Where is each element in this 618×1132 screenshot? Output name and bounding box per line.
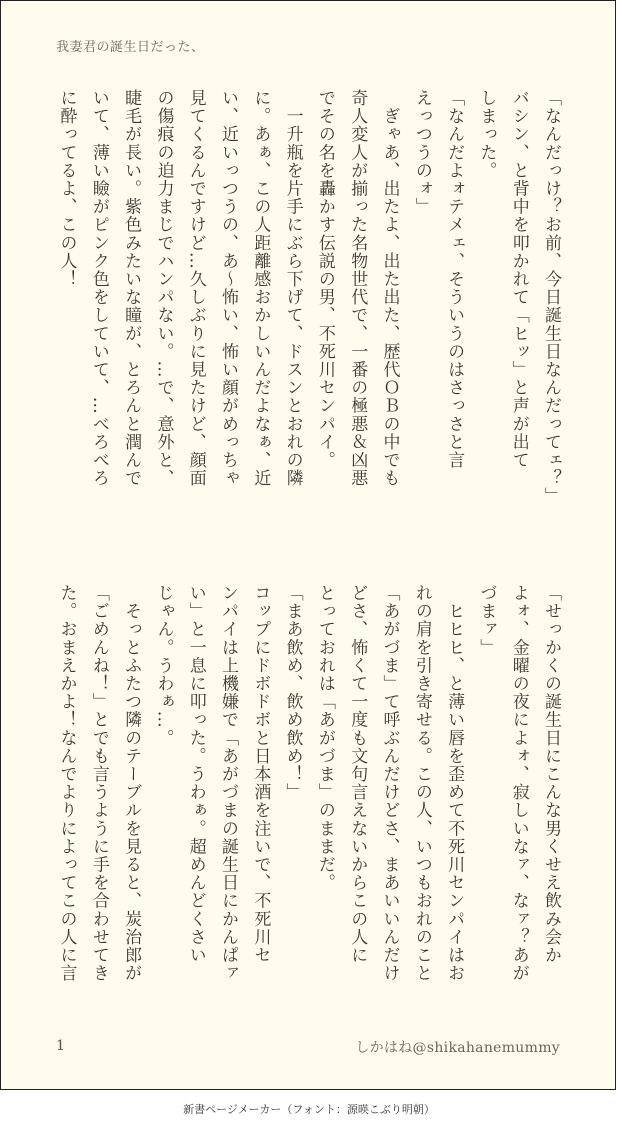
text-line: た。おまえかよ！なんでよりによってこの人に言 — [56, 584, 77, 983]
text-line: しまった。 — [476, 89, 497, 180]
text-line: 「せっかくの誕生日にこんな男くせえ飲み会か — [541, 584, 561, 965]
text-line: に酔ってるよ、この人！ — [56, 89, 77, 289]
text-line: 「なんだっけ？お前、今日誕生日なんだってェ？」 — [541, 89, 561, 506]
text-line: 「ごめんね！」とでも言うように手を合わせてき — [88, 584, 109, 983]
text-line: 「まあ飲め、飲め飲め！」 — [282, 584, 303, 802]
text-line: い」と一息に叩った。うわぁ。超めんどくさい — [185, 584, 206, 965]
generator-credit: 新書ページメーカー（フォント：源暎こぶり明朝） — [183, 1103, 435, 1116]
text-line: えっつうのォ」 — [411, 89, 432, 216]
text-line: ヒヒヒ、と薄い唇を歪めて不死川センパイはお — [444, 584, 465, 983]
text-line: そっとふたつ隣のテーブルを見ると、炭治郎が — [121, 584, 142, 983]
text-line: とっておれは「あがづま」のままだ。 — [314, 584, 335, 892]
text-line: 睫毛が長い。紫色みたいな瞳が、とろんと潤んで — [121, 89, 142, 488]
text-line: ンパイは上機嫌で「あがづまの誕生日にかんぱァ — [218, 584, 239, 983]
text-line: ぎゃあ、出たよ、出た出た、歴代ＯＢの中でも — [379, 89, 400, 488]
text-line: じゃん。うわぁ…。 — [153, 584, 174, 747]
text-line: でその名を轟かす伝説の男、不死川センパイ。 — [314, 89, 335, 470]
text-line: に。あぁ、この人距離感おかしいんだよなぁ、近 — [250, 89, 271, 488]
text-line: の傷痕の迫力まじでハンパない。…で、意外と、 — [153, 89, 174, 488]
text-line: いて、薄い瞼がピンク色をしていて、…べろべろ — [88, 89, 109, 488]
text-line: 「あがづま」て呼ぶんだけどさ、まあいいんだけ — [379, 584, 400, 983]
body-text-upper — [55, 89, 567, 529]
text-line: どさ、怖くて一度も文句言えないからこの人に — [347, 584, 368, 965]
text-line: れの肩を引き寄せる。この人、いつもおれのこと — [411, 584, 432, 983]
text-line: 一升瓶を片手にぶら下げて、ドスンとおれの隣 — [282, 89, 303, 488]
text-line: づまァ」 — [476, 584, 497, 657]
text-line: バシン、と背中を叩かれて「ヒッ」と声が出て — [508, 89, 529, 470]
text-line: 奇人変人が揃った名物世代で、一番の極悪＆凶悪 — [347, 89, 368, 488]
page-number: 1 — [56, 1038, 65, 1054]
text-line: コップにドボドボと日本酒を注いで、不死川セ — [250, 584, 271, 965]
text-line: よォ、金曜の夜によォ、寂しいなァ、なァ？あが — [508, 584, 529, 983]
body-text-lower — [55, 584, 567, 984]
author-credit: しかはね@shikahanemummy — [355, 1040, 560, 1056]
text-line: 見てくるんですけど…久しぶりに見たけど、顔面 — [185, 89, 206, 488]
chapter-heading: 我妻君の誕生日だった、 — [56, 40, 205, 55]
text-line: い、近いっつうの、あ〜怖い、怖い顔がめっちゃ — [218, 89, 239, 488]
text-line: 「なんだよォテメェ、そういうのはさっさと言 — [444, 89, 465, 470]
